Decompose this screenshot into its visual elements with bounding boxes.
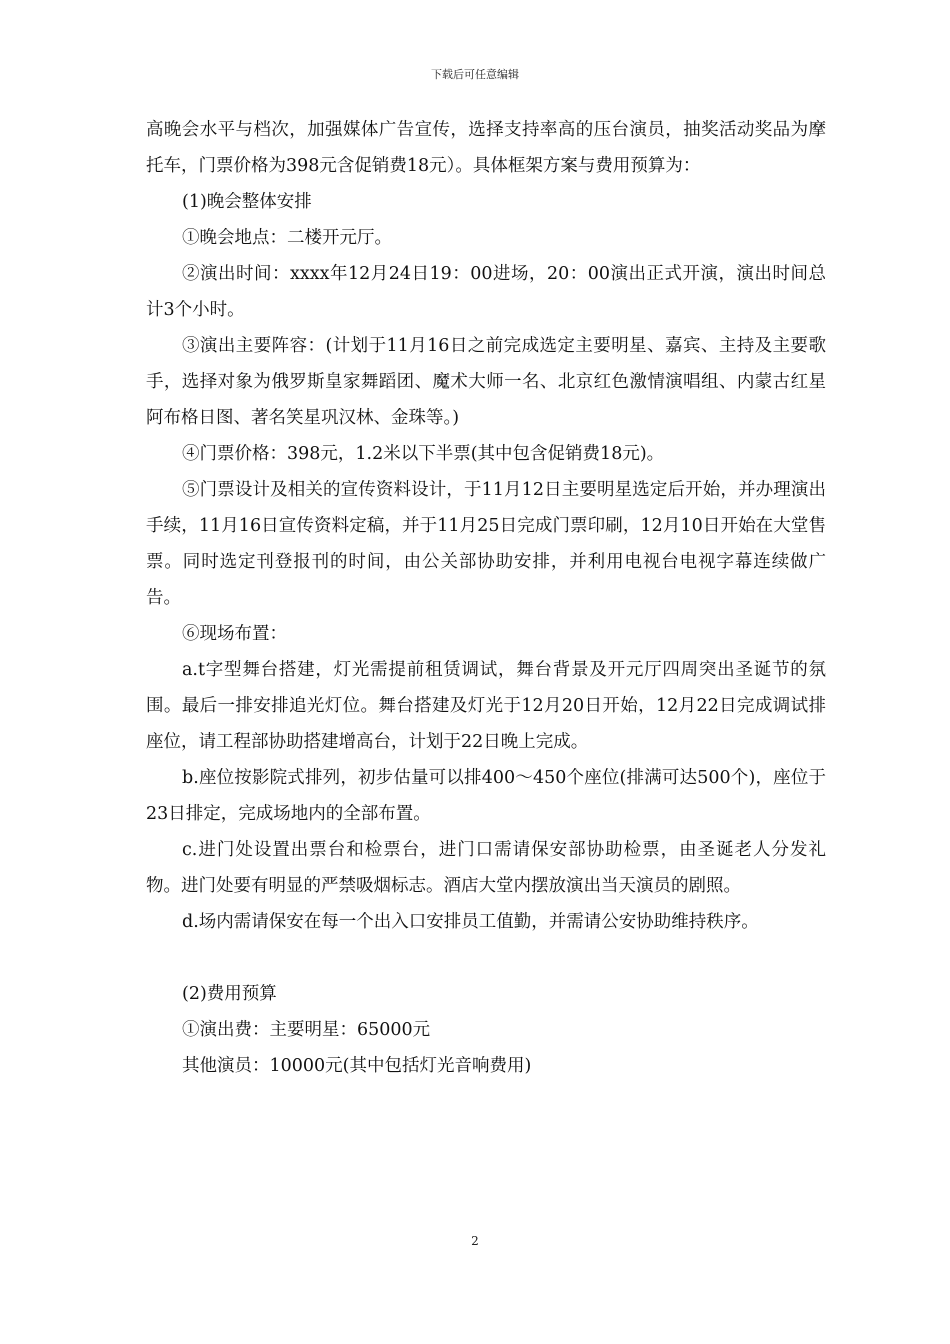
item-ticket-design: ⑤门票设计及相关的宣传资料设计，于11月12日主要明星选定后开始，并办理演出手续，11月16日宣传资料定稿，并于11月25日完成门票印刷，12月10日开始在大堂售票。同时选定刊登报刊的时间，由公关部协助安排，并利用电视台电视字幕连续做广告。	[146, 480, 826, 608]
section-heading-budget: (2)费用预算	[182, 984, 277, 1004]
item-site-setup: ⑥现场布置：	[182, 624, 287, 644]
setup-stage: a.t字型舞台搭建，灯光需提前租赁调试，舞台背景及开元厅四周突出圣诞节的氛围。最后一排安排追光灯位。舞台搭建及灯光于12月20日开始，12月22日完成调试排座位，请工程部协助搭建增高台，计划于22日晚上完成。	[146, 660, 826, 752]
section-heading-arrangement: (1)晚会整体安排	[182, 192, 312, 212]
page-header: 下载后可任意编辑	[431, 68, 519, 81]
paragraph-intro-continued: 高晚会水平与档次，加强媒体广告宣传，选择支持率高的压台演员，抽奖活动奖品为摩托车，门票价格为398元含促销费18元）。具体框架方案与费用预算为：	[146, 120, 826, 176]
setup-security: d.场内需请保安在每一个出入口安排员工值勤，并需请公安协助维持秩序。	[182, 912, 759, 932]
document-body	[146, 112, 826, 1084]
budget-performance-fee: ①演出费：主要明星：65000元	[182, 1020, 431, 1040]
setup-entrance: c.进门处设置出票台和检票台，进门口需请保安部协助检票，由圣诞老人分发礼物。进门处要有明显的严禁吸烟标志。酒店大堂内摆放演出当天演员的剧照。	[146, 840, 826, 896]
item-venue: ①晚会地点：二楼开元厅。	[182, 228, 392, 248]
item-ticket-price: ④门票价格：398元，1.2米以下半票(其中包含促销费18元)。	[182, 444, 665, 464]
item-lineup: ③演出主要阵容：(计划于11月16日之前完成选定主要明星、嘉宾、主持及主要歌手，选择对象为俄罗斯皇家舞蹈团、魔术大师一名、北京红色激情演唱组、内蒙古红星阿布格日图、著名笑星巩汉林、金珠等。)	[146, 336, 826, 428]
page-number: 2	[471, 1234, 479, 1248]
budget-other-performers: 其他演员：10000元(其中包括灯光音响费用)	[182, 1056, 532, 1076]
spacer	[146, 940, 826, 976]
setup-seating: b.座位按影院式排列，初步估量可以排400～450个座位(排满可达500个)，座位于23日排定，完成场地内的全部布置。	[146, 768, 826, 824]
item-show-time: ②演出时间：xxxx年12月24日19：00进场，20：00演出正式开演，演出时间总计3个小时。	[146, 264, 826, 320]
